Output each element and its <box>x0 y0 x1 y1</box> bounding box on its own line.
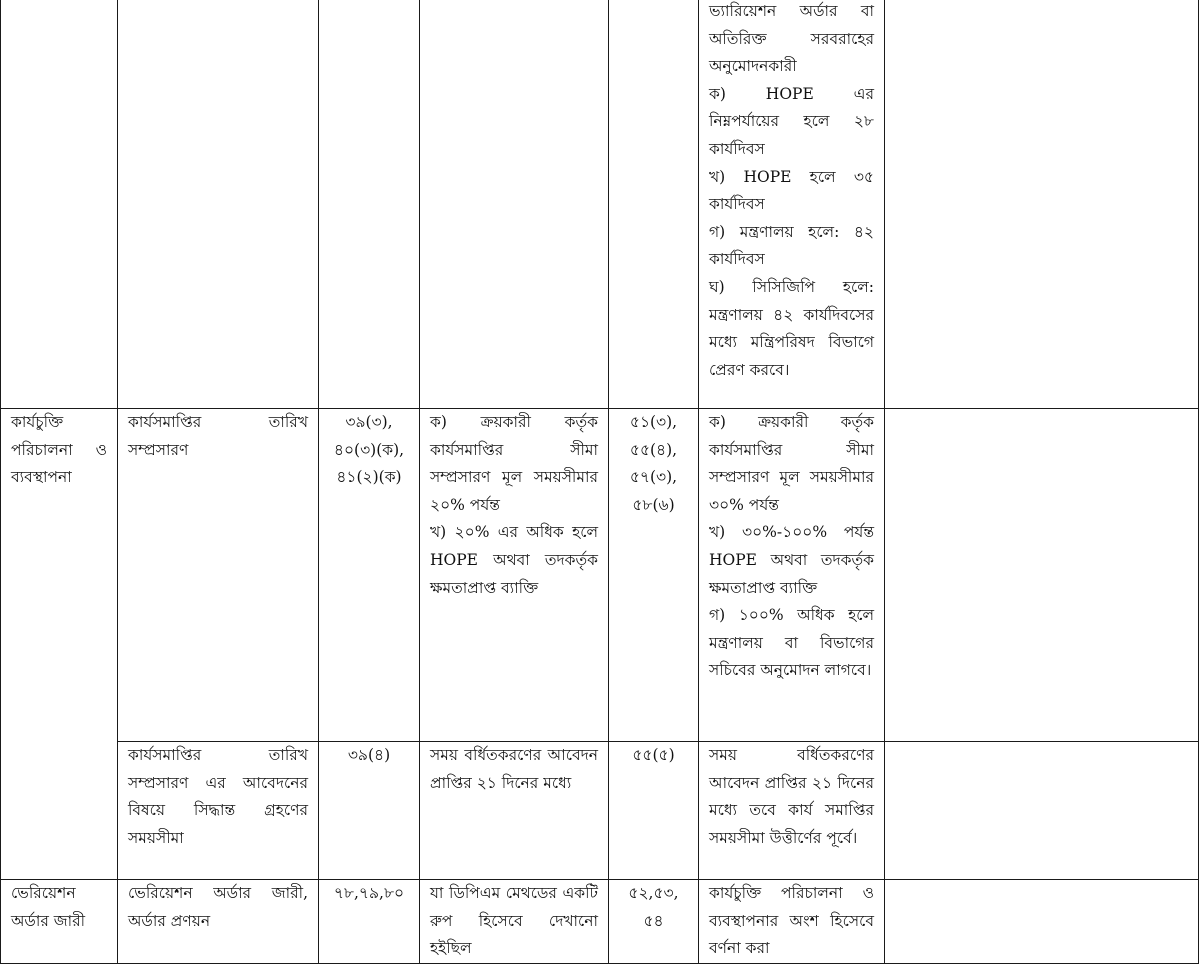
row4-category-cell: ভেরিয়েশন অর্ডার জারী <box>1 880 118 964</box>
row2-old-provision-cell <box>420 409 609 742</box>
provision-line: গ) মন্ত্রণালয় হলে: ৪২ কার্যদিবস <box>709 222 874 269</box>
row1-old-provision-cell <box>420 0 609 409</box>
provision-line: ক) HOPE এর নিম্নপর্যায়ের হলে ২৮ কার্যদিবস <box>709 84 874 158</box>
row1-new-provision-cell <box>699 0 885 409</box>
provision-line: খ) HOPE হলে ৩৫ কার্যদিবস <box>709 167 874 214</box>
provision-line: ঘ) সিসিজিপি হলে: মন্ত্রণালয় ৪২ কার্যদিবসের মধ্যে মন্ত্রিপরিষদ বিভাগে প্রেরণ করবে। <box>709 277 874 379</box>
provision-line: গ) ১০০% অধিক হলে মন্ত্রণালয় বা বিভাগের সচিবের অনুমোদন লাগবে। <box>709 606 874 680</box>
table-row <box>1 880 1199 964</box>
row1-new-rule-cell <box>609 0 699 409</box>
provision-line: ক) ক্রয়কারী কর্তৃক কার্যসমাপ্তির সীমা সম্প্রসারণ মূল সময়সীমার ২০% পর্যন্ত <box>430 413 598 514</box>
row4-old-provision-cell: যা ডিপিএম মেথডের একটি রুপ হিসেবে দেখানো হইছিল <box>420 880 609 964</box>
row3-new-rule-cell: ৫৫(৫) <box>609 742 699 880</box>
provision-line: খ) ২০% এর অধিক হলে HOPE অথবা তদকর্তৃক ক্ষমতাপ্রাপ্ত ব্যাক্তি <box>430 523 598 597</box>
row3-old-rule-cell: ৩৯(৪) <box>319 742 420 880</box>
row4-remarks-cell <box>885 880 1199 964</box>
row3-new-provision-cell: সময় বর্ধিতকরণের আবেদন প্রাপ্তির ২১ দিনের মধ্যে তবে কার্য সমাপ্তির সময়সীমা উত্তীর্ণের পূর্বে। <box>699 742 885 880</box>
row4-new-provision-cell: কার্যচুক্তি পরিচালনা ও ব্যবস্থাপনার অংশ হিসেবে বর্ণনা করা <box>699 880 885 964</box>
row1-old-rule-cell <box>319 0 420 409</box>
provision-line: ভ্যারিয়েশন অর্ডার বা অতিরিক্ত সরবরাহের অনুমোদনকারী <box>709 2 874 76</box>
provision-line: ক) ক্রয়কারী কর্তৃক কার্যসমাপ্তির সীমা সম্প্রসারণ মূল সময়সীমার ৩০% পর্যন্ত <box>709 413 874 514</box>
row2-category-cell: কার্যচুক্তি পরিচালনা ও ব্যবস্থাপনা <box>1 409 118 880</box>
row2-subject-cell: কার্যসমাপ্তির তারিখ সম্প্রসারণ <box>118 409 319 742</box>
table-row <box>1 409 1199 742</box>
row2-remarks-cell <box>885 409 1199 742</box>
row4-subject-cell: ভেরিয়েশন অর্ডার জারী, অর্ডার প্রণয়ন <box>118 880 319 964</box>
table-row <box>1 0 1199 409</box>
table-row <box>1 742 1199 880</box>
row1-subject-cell <box>118 0 319 409</box>
row3-subject-cell: কার্যসমাপ্তির তারিখ সম্প্রসারণ এর আবেদনের বিষয়ে সিদ্ধান্ত গ্রহণের সময়সীমা <box>118 742 319 880</box>
row1-blank-cell <box>1 0 118 409</box>
row2-old-rule-cell: ৩৯(৩), ৪০(৩)(ক), ৪১(২)(ক) <box>319 409 420 742</box>
provision-line: খ) ৩০%-১০০% পর্যন্ত HOPE অথবা তদকর্তৃক ক্ষমতাপ্রাপ্ত ব্যাক্তি <box>709 523 874 597</box>
row4-new-rule-cell: ৫২,৫৩, ৫৪ <box>609 880 699 964</box>
row1-remarks-cell <box>885 0 1199 409</box>
row4-old-rule-cell: ৭৮,৭৯,৮০ <box>319 880 420 964</box>
row2-new-provision-cell <box>699 409 885 742</box>
row3-old-provision-cell: সময় বর্ধিতকরণের আবেদন প্রাপ্তির ২১ দিনের মধ্যে <box>420 742 609 880</box>
row2-new-rule-cell: ৫১(৩), ৫৫(৪), ৫৭(৩), ৫৮(৬) <box>609 409 699 742</box>
row3-remarks-cell <box>885 742 1199 880</box>
